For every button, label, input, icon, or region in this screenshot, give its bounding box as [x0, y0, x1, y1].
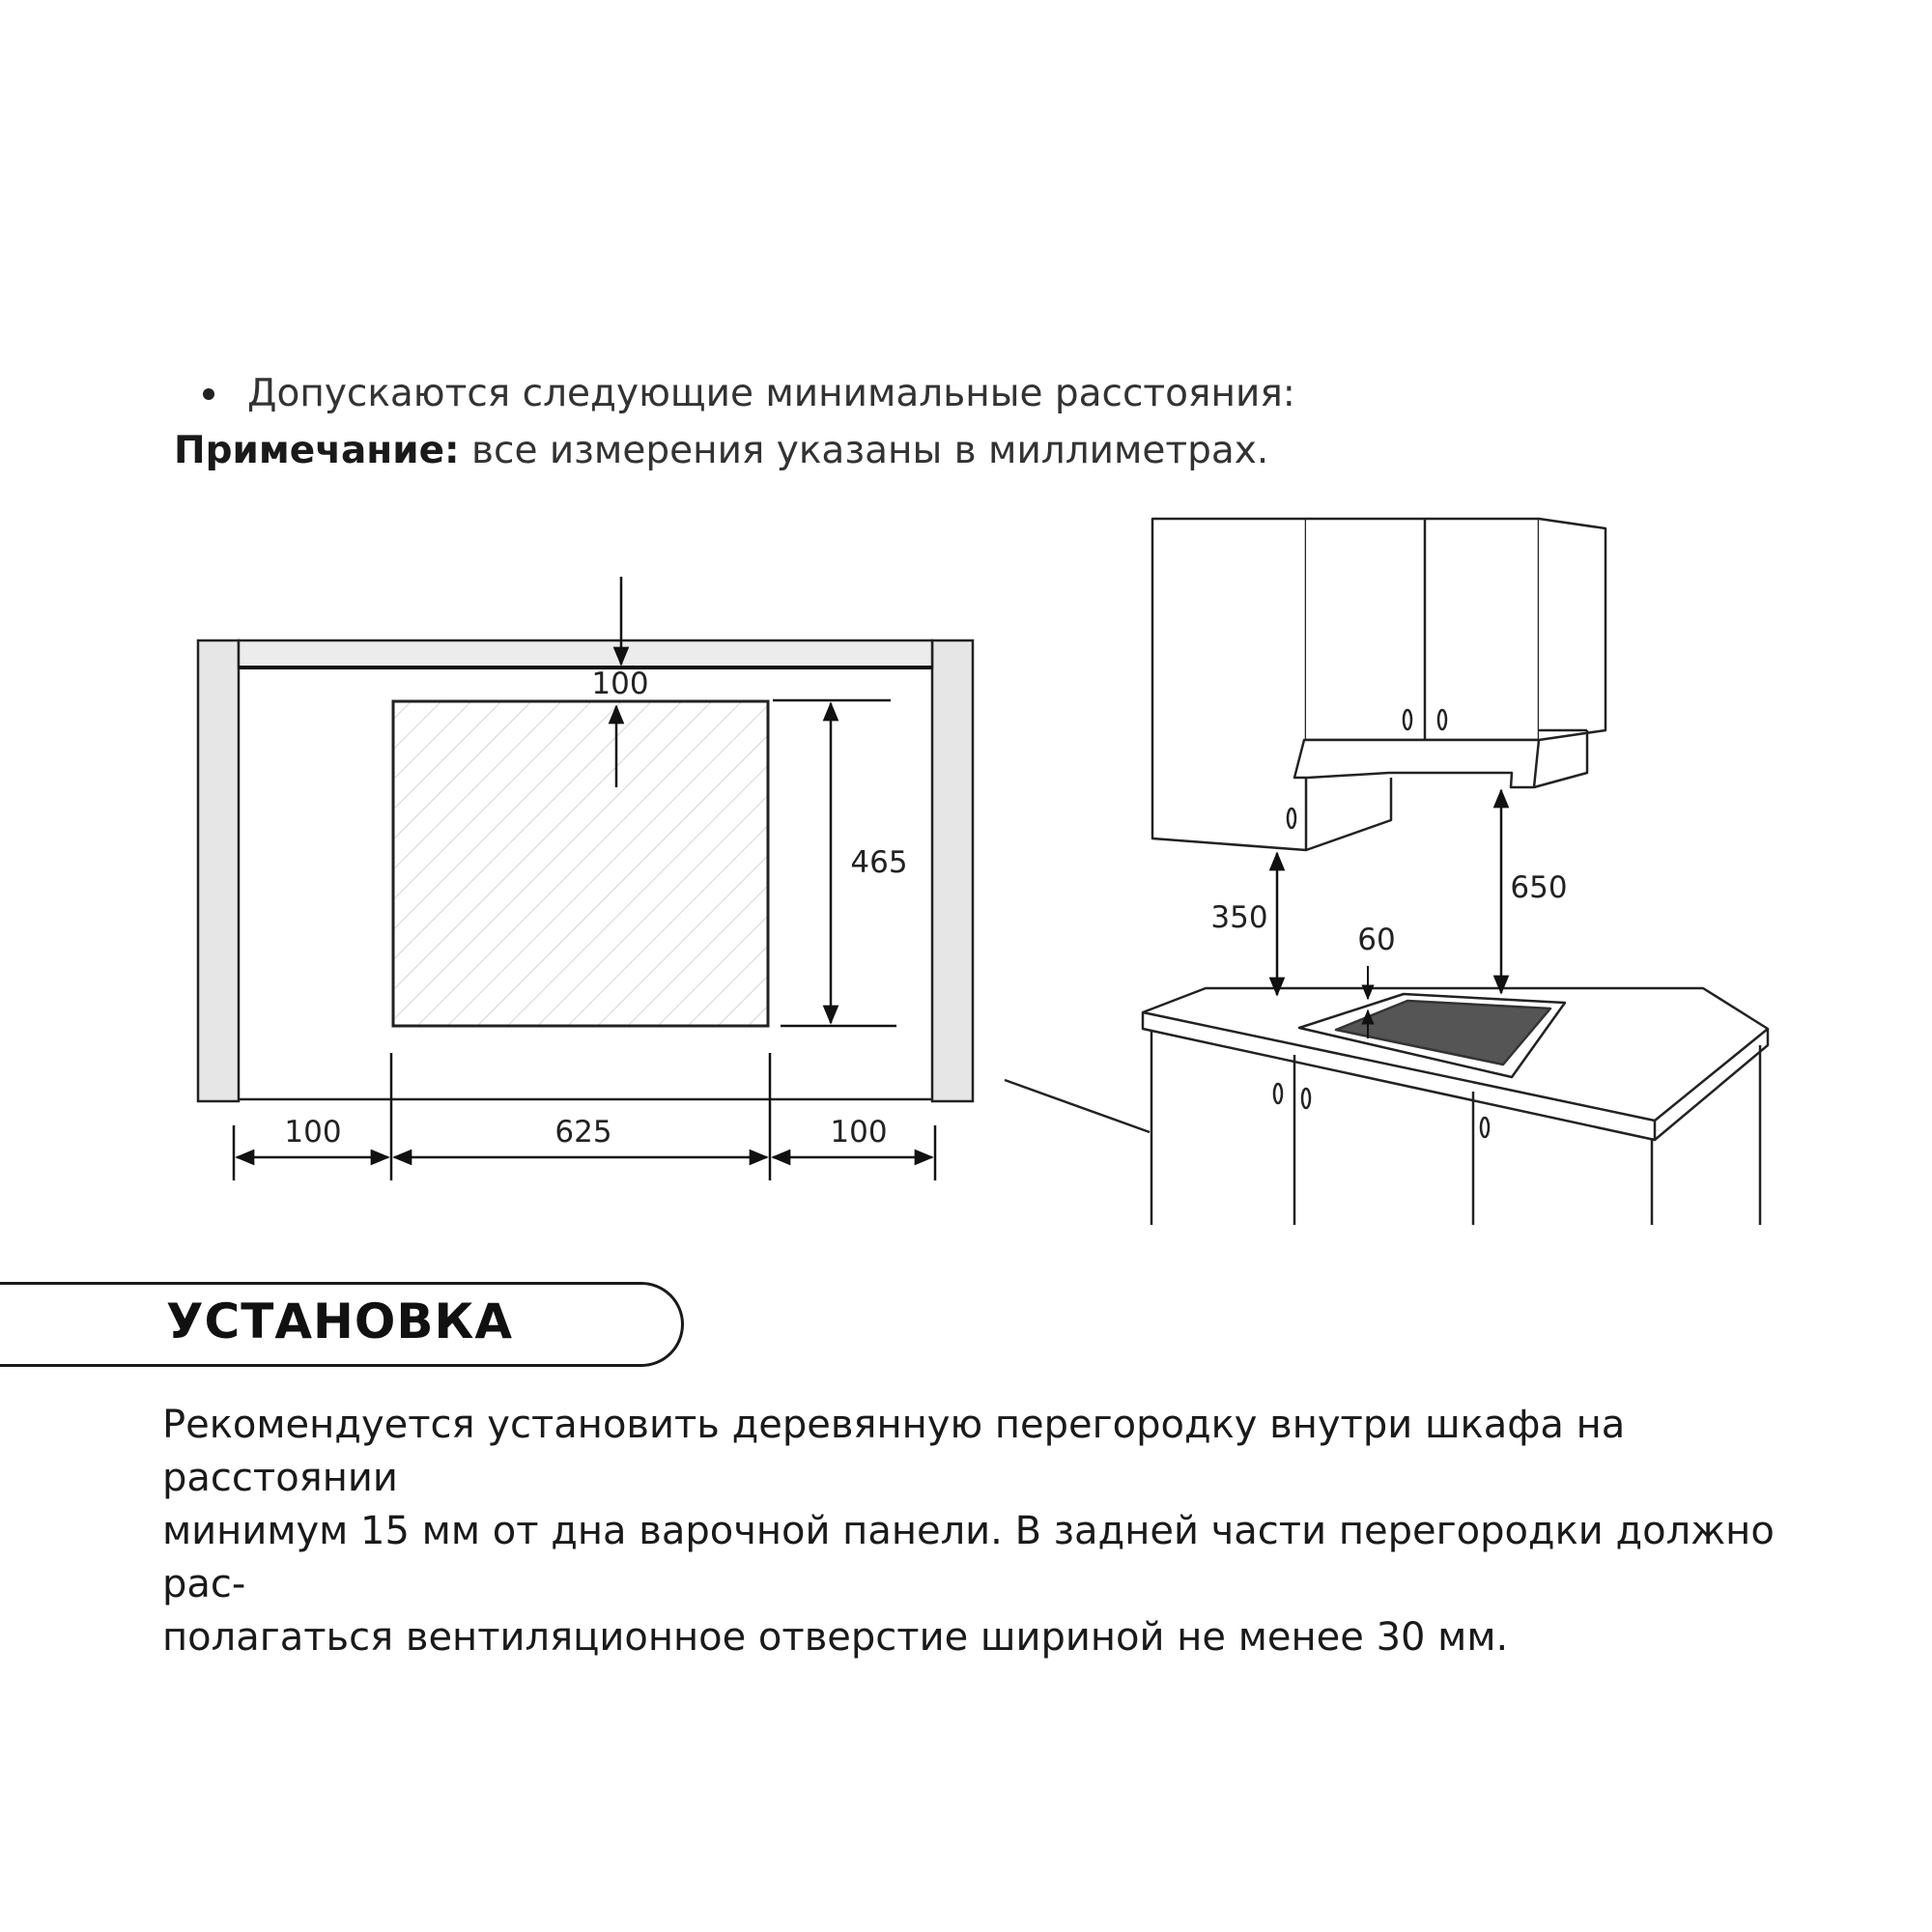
- upper-cabinet-left: [1152, 519, 1306, 850]
- hood-clearance-label: 650: [1510, 870, 1568, 905]
- cutout-diagram: [198, 577, 973, 1180]
- back-wall: [239, 640, 932, 668]
- cabinet-clearance-label: 350: [1210, 900, 1268, 935]
- wall-gap-label: 60: [1357, 923, 1396, 957]
- top-gap-label: 100: [591, 667, 649, 701]
- left-wall: [198, 640, 239, 1101]
- installation-paragraph: [162, 1399, 1804, 1664]
- kitchen-diagram: [1005, 519, 1768, 1225]
- upper-cabinet-left-bottom: [1306, 778, 1391, 850]
- cabinet-handle-icon: [1481, 1118, 1489, 1137]
- left-gap-label: 100: [284, 1115, 342, 1150]
- note-text: все измерения указаны в миллиметрах.: [459, 429, 1269, 472]
- paragraph-line: минимум 15 мм от дна варочной панели. В задней части перегородки должно рас-: [162, 1509, 1775, 1606]
- hob-cutout: [393, 701, 768, 1026]
- section-title: УСТАНОВКА: [166, 1293, 514, 1350]
- range-hood: [1294, 740, 1539, 787]
- depth-label: 465: [850, 845, 908, 880]
- floor-line: [1005, 1080, 1150, 1132]
- bullet-text: Допускаются следующие минимальные расстояния:: [247, 372, 1295, 415]
- right-wall: [932, 640, 973, 1101]
- note-label: Примечание:: [174, 429, 460, 472]
- right-gap-label: 100: [830, 1115, 888, 1150]
- paragraph-line: Рекомендуется установить деревянную перегородку внутри шкафа на расстоянии: [162, 1403, 1626, 1500]
- width-label: 625: [554, 1115, 612, 1150]
- cabinet-handle-icon: [1274, 1084, 1282, 1103]
- upper-cabinet-side: [1539, 519, 1605, 740]
- paragraph-line: полагаться вентиляционное отверстие шириной не менее 30 мм.: [162, 1615, 1509, 1660]
- upper-cabinet-middle: [1306, 519, 1539, 740]
- cabinet-handle-icon: [1302, 1089, 1310, 1108]
